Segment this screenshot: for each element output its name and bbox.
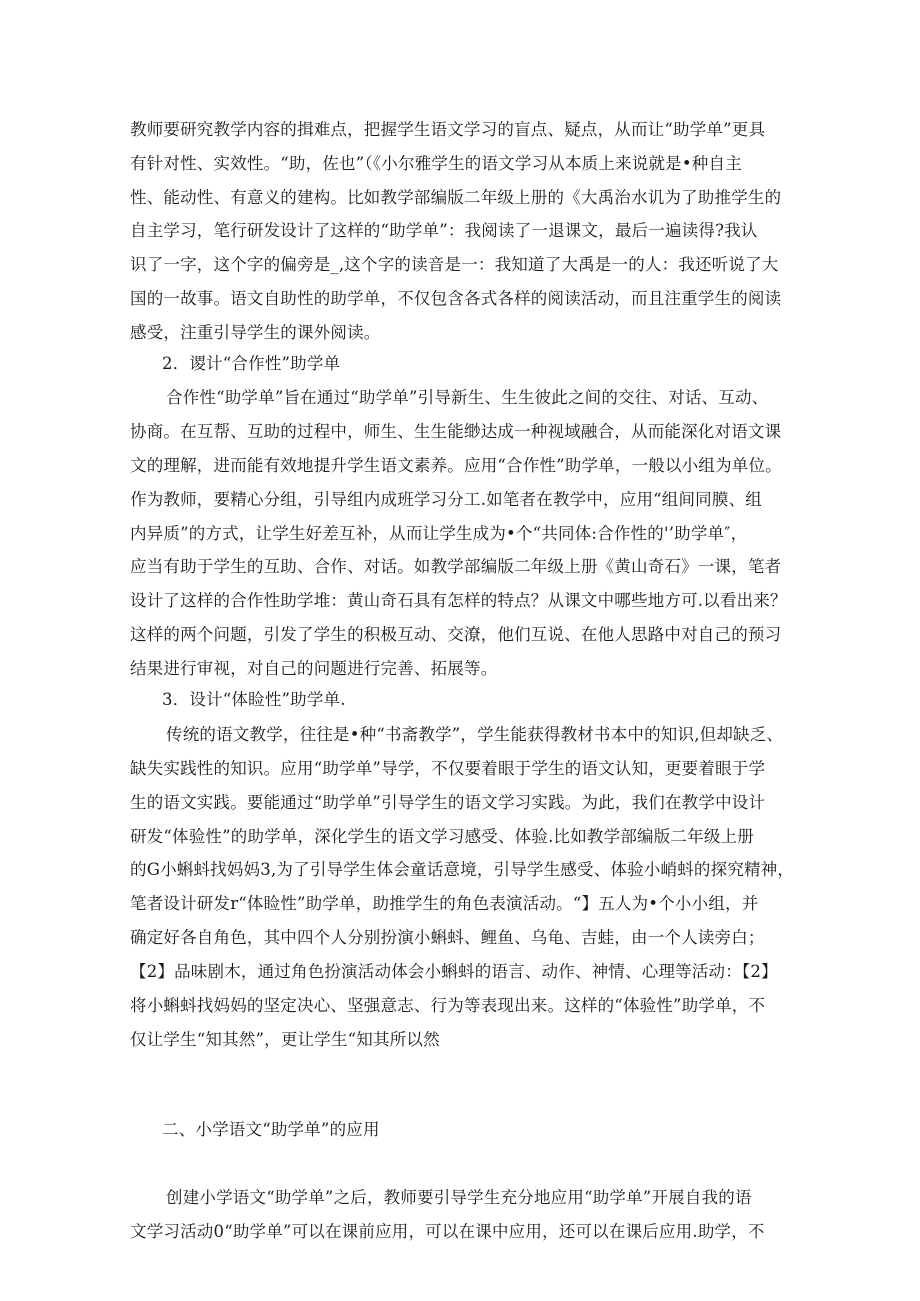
paragraph-line: 教师要研究教学内容的揖难点，把握学生语文学习的盲点、疑点，从而让“助学单”更具 [130, 120, 766, 139]
paragraph-line: 文的理解，进而能有效地提升学生语文素养。应用“合作性”助学单，一般以小组为单位。 [130, 456, 782, 475]
paragraph-line: 仅让学生“知其然”，更让学生“知其所以然 [130, 1030, 440, 1049]
paragraph-line: 将小蝌蚪找妈妈的坚定决心、坚强意志、行为等表现出来。这样的“体验性”助学单，不 [130, 996, 766, 1015]
paragraph-line: 有针对性、实效性。“助，佐也”（《小尔雅学生的语文学习从本质上来说就是•种自主 [130, 154, 742, 173]
paragraph-line: 自主学习，笔行研发设计了这样的“助学单”：我阅读了一退课文，最后一遍读得?我认 [130, 221, 758, 240]
paragraph-line: 作为教师，要精心分组，引导组内成班学习分工.如笔者在教学中，应用“组间同膜、组 [130, 490, 762, 509]
paragraph-line: 国的一故事。语文自助性的助学单，不仅包含各式各样的阅读活动，而且注重学生的阅读 [130, 289, 782, 308]
paragraph-line: 感受，注重引导学生的课外阅读。 [130, 323, 381, 342]
paragraph-line: 生的语文实践。要能通过“助学单”引导学生的语文学习实践。为此，我们在教学中设计 [130, 793, 766, 812]
paragraph-line: 传统的语文教学，往往是•种“书斋教学”，学生能获得教材书本中的知识,但却缺乏、 [166, 725, 784, 744]
paragraph-line: 性、能动性、有意义的建构。比如教学部编版二年级上册的《大禹治水讥为了助推学生的 [130, 188, 782, 207]
paragraph-line: 【2】品味剧木，通过角色扮演活动体会小蝌蚪的语言、动作、神情、心理等活动：【2】 [130, 962, 778, 981]
paragraph-line: 笔者设计研发r“体睑性”助学单，助推学生的角色表演活动。“】五人为•个小小组，并 [130, 894, 759, 913]
paragraph-line: 这样的两个问题，引发了学生的积极互动、交潦，他们互说、在他人思路中对自己的预习 [130, 625, 782, 644]
paragraph-line: 研发“体验性”的助学单，深化学生的语文学习感受、体验.比如教学部编版二年级上册 [130, 827, 754, 846]
paragraph-line: 的G小蝌蚪找妈妈3,为了引导学生体会童话意境，引导学生感受、体验小峭蚪的探究精神， [130, 860, 795, 879]
section-heading: 二、小学语文“助学单”的应用 [162, 1120, 380, 1139]
paragraph-line: 内异质”的方式，让学生好差互补，从而让学生成为•个“共同体:合作性的'’助学单″， [130, 524, 748, 543]
paragraph-line: 文学习活动0“助学单”可以在课前应用，可以在课中应用，还可以在课后应用.助学，不 [130, 1222, 765, 1241]
paragraph-line: 识了一字，这个字的偏旁是_,这个字的读音是一：我知道了大禹是一的人：我还听说了大 [130, 255, 779, 274]
section-heading: 2．谡计“合作性”助学单 [162, 354, 341, 373]
paragraph-line: 结果进行审视，对自己的问题进行完善、拓展等。 [130, 659, 498, 678]
paragraph-line: 设计了这样的合作性助学堆：黄山奇石具有怎样的特点？从课文中哪些地方可.以看出来？ [130, 591, 787, 610]
paragraph-line: 协商。在互帮、互助的过程中，师生、生生能缈达成一种视域融合，从而能深化对语文课 [130, 422, 782, 441]
section-heading: 3．设计“体睑性”助学单. [162, 690, 346, 709]
paragraph-line: 确定好各自角色，其中四个人分别扮演小蝌蚪、鲤鱼、乌龟、吉蛙，由一个人读旁白； [130, 928, 765, 947]
paragraph-line: 合作性“助学单”旨在通过“助学单”引导新生、生生彼此之间的交往、对话、互动、 [166, 388, 769, 407]
paragraph-line: 缺失实践性的知识。应用“助学单”导学，不仅要着眼于学生的语文认知，更要着眼于学 [130, 759, 766, 778]
paragraph-line: 应当有助于学生的互助、合作、对话。如教学部编版二年级上册《黄山奇石》一课，笔者 [130, 557, 782, 576]
paragraph-line: 创建小学语文“助学单”之后，教师要引导学生充分地应用“助学单”开展自我的语 [166, 1188, 752, 1207]
